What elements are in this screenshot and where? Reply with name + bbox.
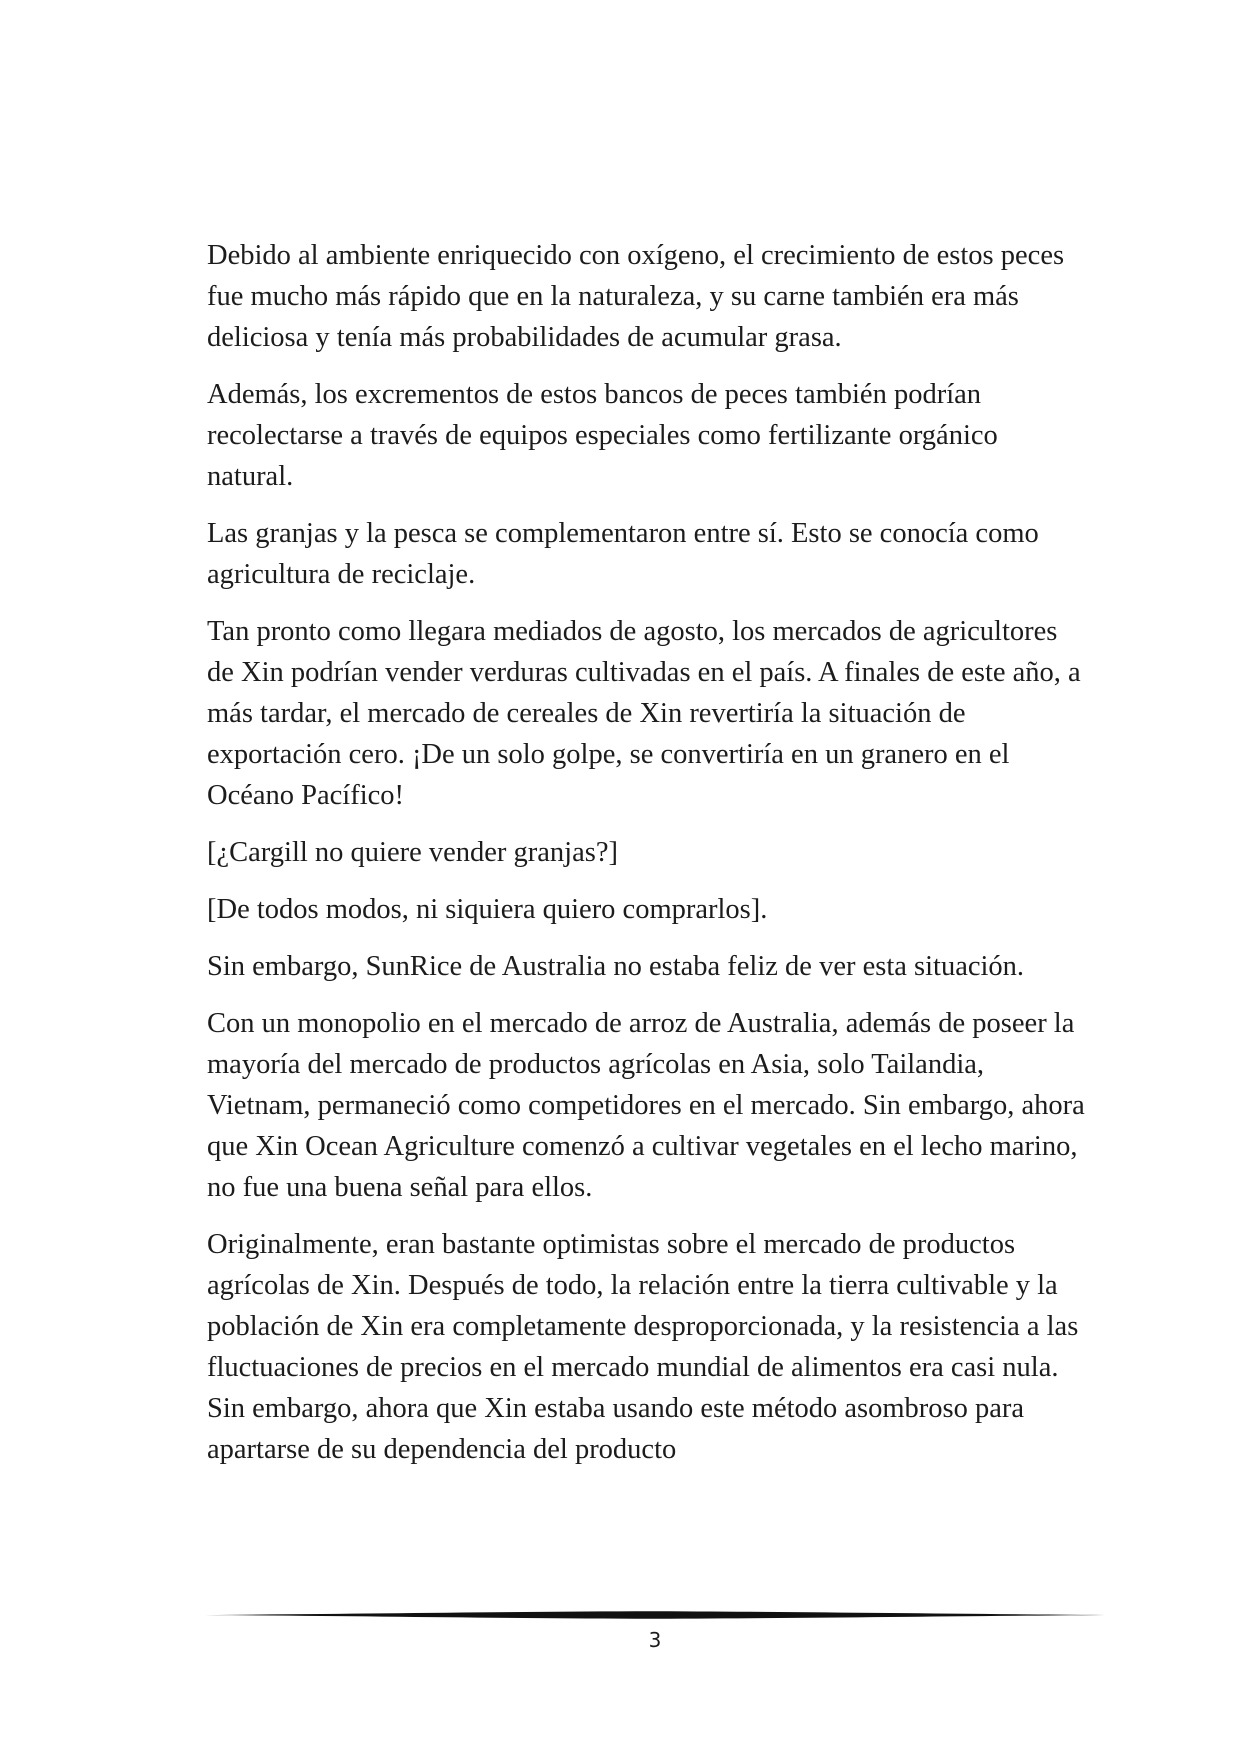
paragraph-6: [De todos modos, ni siquiera quiero comprarlos].: [207, 894, 768, 925]
paragraph-2: Además, los excrementos de estos bancos de peces también podrían recolectarse a través de equipos especiales como fertilizante orgánico natural.: [207, 379, 998, 492]
paragraph-4: Tan pronto como llegara mediados de agosto, los mercados de agricultores de Xin podrían vender verduras cultivadas en el país. A finales de este año, a más tardar, el mercado de cereales de Xin revertiría la situación de exportación cero. ¡De un solo golpe, se convertiría en un granero en el Océano Pacífico!: [207, 616, 1081, 811]
paragraph-1: Debido al ambiente enriquecido con oxígeno, el crecimiento de estos peces fue mucho más rápido que en la naturaleza, y su carne también era más deliciosa y tenía más probabilidades de acumular grasa.: [207, 240, 1065, 353]
paragraph-3: Las granjas y la pesca se complementaron entre sí. Esto se conocía como agricultura de reciclaje.: [207, 518, 1039, 590]
page-number: 3: [648, 1628, 662, 1652]
footer-divider: [205, 1608, 1105, 1622]
paragraph-5: [¿Cargill no quiere vender granjas?]: [207, 837, 618, 868]
paragraph-9: Originalmente, eran bastante optimistas sobre el mercado de productos agrícolas de Xin. Después de todo, la relación entre la tierra cultivable y la población de Xin era completamente desproporcionada, y la resistencia a las fluctuaciones de precios en el mercado mundial de alimentos era casi nula. Sin embargo, ahora que Xin estaba usando este método asombroso para apartarse de su dependencia del producto: [207, 1229, 1079, 1465]
body-text: [207, 235, 1087, 1486]
paragraph-8: Con un monopolio en el mercado de arroz de Australia, además de poseer la mayoría del mercado de productos agrícolas en Asia, solo Tailandia, Vietnam, permaneció como competidores en el mercado. Sin embargo, ahora que Xin Ocean Agriculture comenzó a cultivar vegetales en el lecho marino, no fue una buena señal para ellos.: [207, 1008, 1085, 1203]
paragraph-7: Sin embargo, SunRice de Australia no estaba feliz de ver esta situación.: [207, 951, 1025, 982]
